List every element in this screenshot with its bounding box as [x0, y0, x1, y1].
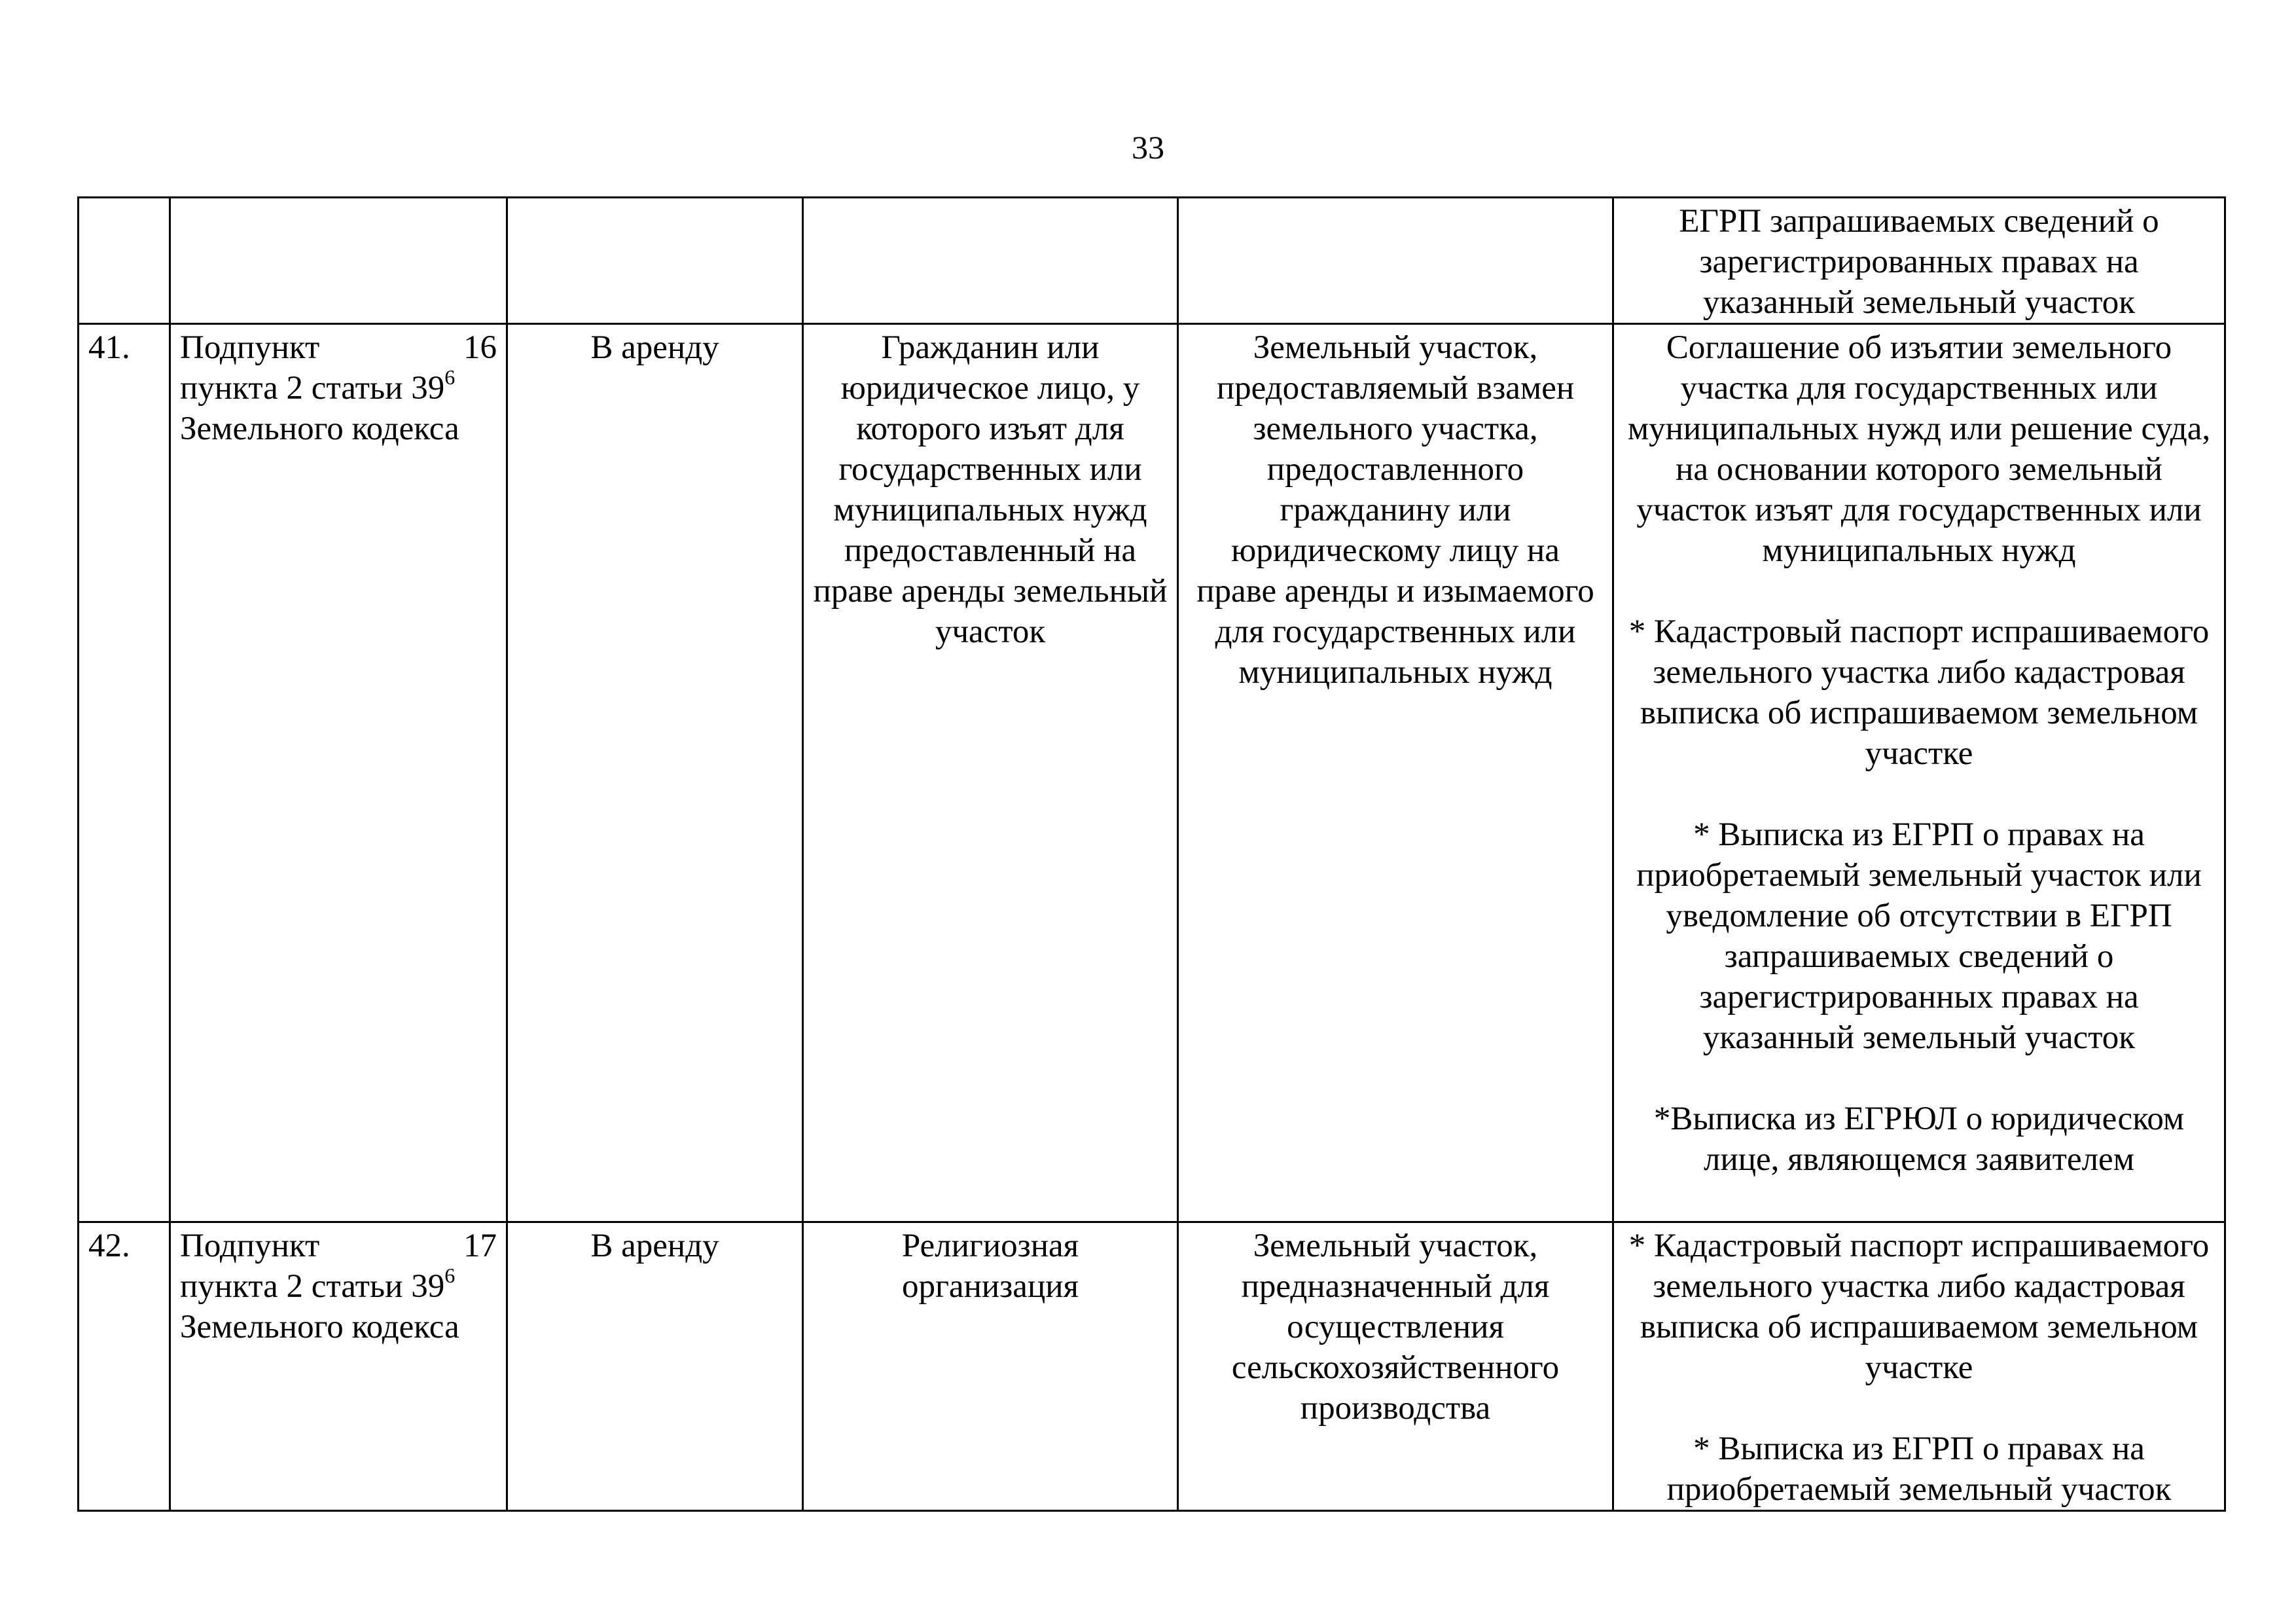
basis-word: Подпункт [180, 1228, 320, 1264]
cell-documents [1613, 1222, 2225, 1511]
table-row-continuation [79, 198, 2225, 324]
cell-basis [170, 324, 507, 1222]
cell-basis [170, 198, 507, 324]
basis-item: 16 [463, 329, 497, 366]
page-number: 33 [1132, 129, 1164, 166]
document-item: * Выписка из ЕГРП о правах на приобретаемый земельный участок или уведомление об отсутствии в ЕГРП запрашиваемых сведений о зарегистрированных правах на указанный земельный участок [1636, 816, 2202, 1056]
cell-number [79, 198, 170, 324]
cell-documents [1613, 198, 2225, 324]
document-item: * Кадастровый паспорт испрашиваемого земельного участка либо кадастровая выписка об испрашиваемом земельном участке [1628, 1228, 2210, 1386]
basis-text: пункта 2 статьи 39 [180, 1268, 445, 1305]
document-item: *Выписка из ЕГРЮЛ о юридическом лице, являющемся заявителем [1653, 1101, 2185, 1178]
table-row [79, 324, 2225, 1222]
cell-applicant [803, 198, 1178, 324]
table-row [79, 1222, 2225, 1511]
basis-superscript: 6 [444, 1264, 456, 1287]
document-item: Соглашение об изъятии земельного участка для государственных или муниципальных нужд или решение суда, на основании которого земельный участок изъят для государственных или муниципальных нужд [1627, 329, 2211, 569]
cell-documents [1613, 324, 2225, 1222]
land-provision-table [77, 196, 2226, 1512]
cell-land-plot: Земельный участок, предоставляемый взамен земельного участка, предоставленного гражданину или юридическому лицу на праве аренды и изымаемого для государственных или муниципальных нужд [1178, 324, 1613, 1222]
cell-land-plot: Земельный участок, предназначенный для осуществления сельскохозяйственного производства [1178, 1222, 1613, 1511]
document-item: * Кадастровый паспорт испрашиваемого земельного участка либо кадастровая выписка об испрашиваемом земельном участке [1628, 613, 2210, 772]
document-item: * Выписка из ЕГРП о правах на приобретаемый земельный участок [1666, 1431, 2172, 1508]
cell-applicant: Религиозная организация [803, 1222, 1178, 1511]
cell-right-type [507, 198, 803, 324]
basis-tail: Земельного кодекса [180, 1309, 459, 1345]
row-number: 41. [79, 324, 170, 1222]
document-item: ЕГРП запрашиваемых сведений о зарегистрированных правах на указанный земельный участок [1679, 203, 2159, 321]
basis-superscript: 6 [444, 365, 456, 389]
cell-land-plot [1178, 198, 1613, 324]
basis-tail: Земельного кодекса [180, 410, 459, 447]
cell-basis [170, 1222, 507, 1511]
row-number: 42. [79, 1222, 170, 1511]
cell-right-type: В аренду [507, 1222, 803, 1511]
cell-right-type: В аренду [507, 324, 803, 1222]
cell-applicant: Гражданин или юридическое лицо, у которого изъят для государственных или муниципальных нужд предоставленный на праве аренды земельный участок [803, 324, 1178, 1222]
basis-word: Подпункт [180, 329, 320, 366]
basis-text: пункта 2 статьи 39 [180, 370, 445, 407]
basis-item: 17 [463, 1228, 497, 1264]
